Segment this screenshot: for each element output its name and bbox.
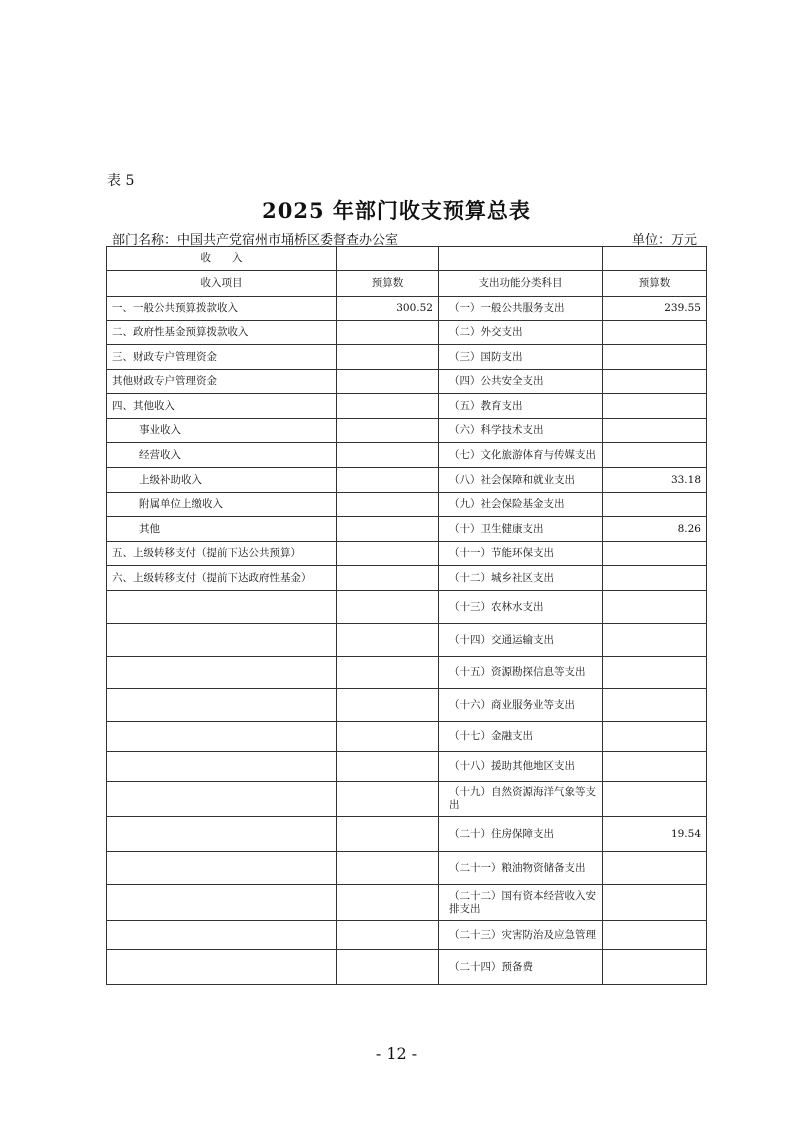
expense-amount-cell	[603, 782, 707, 817]
expense-group-header	[439, 247, 603, 271]
income-amount-cell	[337, 752, 439, 782]
income-item-cell: 附属单位上缴收入	[107, 493, 337, 517]
col-header-income-amount: 预算数	[337, 271, 439, 297]
income-amount-cell	[337, 566, 439, 591]
table-row	[107, 321, 707, 345]
expense-item-cell: （十三）农林水支出	[439, 591, 603, 624]
expense-amount-cell	[603, 885, 707, 921]
table-row	[107, 752, 707, 782]
expense-item-cell: （十六）商业服务业等支出	[439, 689, 603, 722]
income-item-cell: 六、上级转移支付（提前下达政府性基金）	[107, 566, 337, 591]
expense-item-cell: （八）社会保障和就业支出	[439, 468, 603, 493]
income-amount-cell	[337, 591, 439, 624]
income-amount-cell	[337, 394, 439, 419]
col-header-expense-amount: 预算数	[603, 271, 707, 297]
expense-item-cell: （十二）城乡社区支出	[439, 566, 603, 591]
expense-amount-cell	[603, 493, 707, 517]
income-amount-cell	[337, 885, 439, 921]
income-item-cell: 四、其他收入	[107, 394, 337, 419]
income-amount-cell	[337, 493, 439, 517]
expense-item-cell: （十七）金融支出	[439, 722, 603, 752]
income-item-cell: 三、财政专户管理资金	[107, 345, 337, 370]
expense-item-cell: （十）卫生健康支出	[439, 517, 603, 542]
expense-item-cell: （十五）资源勘探信息等支出	[439, 657, 603, 689]
expense-amount-cell	[603, 566, 707, 591]
expense-amount-cell: 19.54	[603, 817, 707, 852]
expense-amount-cell	[603, 921, 707, 950]
expense-item-cell: （三）国防支出	[439, 345, 603, 370]
income-amount-cell	[337, 370, 439, 394]
income-amount-cell	[337, 689, 439, 722]
budget-table-body	[107, 247, 707, 985]
income-item-cell: 五、上级转移支付（提前下达公共预算）	[107, 542, 337, 566]
table-row	[107, 345, 707, 370]
table-row	[107, 591, 707, 624]
income-amount-cell	[337, 443, 439, 468]
unit-label: 单位：万元	[631, 233, 697, 248]
income-amount-cell	[337, 950, 439, 985]
table-row	[107, 689, 707, 722]
table-row	[107, 657, 707, 689]
income-item-cell	[107, 591, 337, 624]
expense-amount-cell	[603, 370, 707, 394]
department-name: 部门名称：中国共产党宿州市埇桥区委督查办公室	[112, 233, 399, 248]
expense-amount-cell: 8.26	[603, 517, 707, 542]
expense-item-cell: （十八）援助其他地区支出	[439, 752, 603, 782]
table-row	[107, 468, 707, 493]
table-row	[107, 817, 707, 852]
expense-amount-cell	[603, 394, 707, 419]
expense-amount-cell: 33.18	[603, 468, 707, 493]
table-row	[107, 722, 707, 752]
income-item-cell	[107, 624, 337, 657]
income-amount-cell	[337, 624, 439, 657]
income-item-cell: 上级补助收入	[107, 468, 337, 493]
expense-amount-cell	[603, 689, 707, 722]
income-item-cell: 二、政府性基金预算拨款收入	[107, 321, 337, 345]
expense-group-header-blank	[603, 247, 707, 271]
expense-amount-cell: 239.55	[603, 297, 707, 321]
table-row	[107, 852, 707, 885]
table-row	[107, 297, 707, 321]
income-amount-cell	[337, 468, 439, 493]
expense-amount-cell	[603, 321, 707, 345]
expense-item-cell: （五）教育支出	[439, 394, 603, 419]
expense-item-cell: （四）公共安全支出	[439, 370, 603, 394]
income-item-cell: 其他财政专户管理资金	[107, 370, 337, 394]
column-header-row	[107, 271, 707, 297]
expense-item-cell: （十九）自然资源海洋气象等支出	[439, 782, 603, 817]
col-header-expense-item: 支出功能分类科目	[439, 271, 603, 297]
income-item-cell	[107, 817, 337, 852]
income-amount-cell	[337, 782, 439, 817]
income-amount-cell	[337, 321, 439, 345]
table-row	[107, 517, 707, 542]
expense-item-cell: （二十四）预备费	[439, 950, 603, 985]
expense-item-cell: （十一）节能环保支出	[439, 542, 603, 566]
income-item-cell: 一、一般公共预算拨款收入	[107, 297, 337, 321]
income-amount-cell	[337, 345, 439, 370]
table-row	[107, 566, 707, 591]
table-row	[107, 624, 707, 657]
income-item-cell	[107, 782, 337, 817]
table-row	[107, 885, 707, 921]
expense-item-cell: （十四）交通运输支出	[439, 624, 603, 657]
income-amount-cell	[337, 921, 439, 950]
group-header-row	[107, 247, 707, 271]
income-amount-cell	[337, 852, 439, 885]
income-item-cell	[107, 950, 337, 985]
expense-item-cell: （二十二）国有资本经营收入安排支出	[439, 885, 603, 921]
income-amount-cell	[337, 817, 439, 852]
income-item-cell: 其他	[107, 517, 337, 542]
income-item-cell	[107, 752, 337, 782]
expense-amount-cell	[603, 419, 707, 443]
income-amount-cell	[337, 419, 439, 443]
table-row	[107, 443, 707, 468]
income-amount-cell	[337, 542, 439, 566]
expense-amount-cell	[603, 624, 707, 657]
expense-amount-cell	[603, 950, 707, 985]
income-item-cell: 经营收入	[107, 443, 337, 468]
expense-amount-cell	[603, 722, 707, 752]
expense-amount-cell	[603, 542, 707, 566]
income-item-cell	[107, 921, 337, 950]
page-title: 2025 年部门收支预算总表	[262, 198, 531, 223]
expense-item-cell: （二十一）粮油物资储备支出	[439, 852, 603, 885]
expense-item-cell: （二十）住房保障支出	[439, 817, 603, 852]
income-group-header: 收 入	[107, 247, 337, 271]
income-item-cell: 事业收入	[107, 419, 337, 443]
budget-table	[106, 246, 707, 985]
income-item-cell	[107, 689, 337, 722]
table-row	[107, 419, 707, 443]
income-item-cell	[107, 722, 337, 752]
expense-amount-cell	[603, 591, 707, 624]
expense-amount-cell	[603, 657, 707, 689]
income-amount-cell	[337, 517, 439, 542]
income-amount-cell	[337, 657, 439, 689]
income-item-cell	[107, 657, 337, 689]
income-group-header-blank	[337, 247, 439, 271]
expense-item-cell: （一）一般公共服务支出	[439, 297, 603, 321]
table-row	[107, 782, 707, 817]
col-header-income-item: 收入项目	[107, 271, 337, 297]
expense-item-cell: （七）文化旅游体育与传媒支出	[439, 443, 603, 468]
table-row	[107, 394, 707, 419]
expense-amount-cell	[603, 443, 707, 468]
income-amount-cell	[337, 722, 439, 752]
expense-item-cell: （六）科学技术支出	[439, 419, 603, 443]
expense-item-cell: （二十三）灾害防治及应急管理	[439, 921, 603, 950]
expense-amount-cell	[603, 752, 707, 782]
page-number: - 12 -	[375, 1044, 418, 1063]
table-row	[107, 493, 707, 517]
expense-item-cell: （九）社会保险基金支出	[439, 493, 603, 517]
income-amount-cell: 300.52	[337, 297, 439, 321]
table-row	[107, 370, 707, 394]
income-item-cell	[107, 885, 337, 921]
table-row	[107, 921, 707, 950]
expense-amount-cell	[603, 852, 707, 885]
table-row	[107, 950, 707, 985]
table-row	[107, 542, 707, 566]
table-label: 表 5	[107, 173, 135, 189]
expense-item-cell: （二）外交支出	[439, 321, 603, 345]
expense-amount-cell	[603, 345, 707, 370]
income-item-cell	[107, 852, 337, 885]
